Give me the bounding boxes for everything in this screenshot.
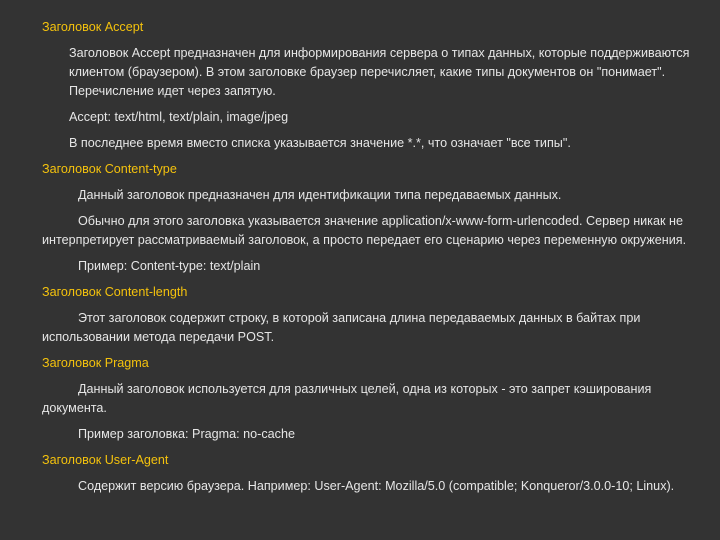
accept-paragraph-1: Заголовок Accept предназначен для информирования сервера о типах данных, которые поддерживаются клиентом (браузером). В этом заголовке браузер перечисляет, какие типы документов он "понимает". Перечисление идет через запятую. — [69, 46, 690, 98]
accept-paragraph-2: Accept: text/html, text/plain, image/jpeg — [69, 110, 289, 124]
content-type-paragraph-1: Данный заголовок предназначен для идентификации типа передаваемых данных. — [78, 188, 562, 202]
section-heading-content-length: Заголовок Content-length — [42, 285, 188, 299]
pragma-paragraph-1: Данный заголовок используется для различных целей, одна из которых - это запрет кэширования документа. — [42, 382, 652, 415]
user-agent-paragraph-1: Содержит версию браузера. Например: User-Agent: Mozilla/5.0 (compatible; Konqueror/3.0.0-10; Linux). — [78, 479, 675, 493]
slide-content — [42, 18, 692, 503]
section-heading-accept: Заголовок Accept — [42, 20, 144, 34]
section-heading-pragma: Заголовок Pragma — [42, 356, 149, 370]
pragma-paragraph-2: Пример заголовка: Pragma: no-cache — [78, 427, 295, 441]
section-heading-user-agent: Заголовок User-Agent — [42, 453, 169, 467]
content-length-paragraph-1: Этот заголовок содержит строку, в которой записана длина передаваемых данных в байтах при использовании метода передачи POST. — [42, 311, 641, 344]
content-type-paragraph-3: Пример: Content-type: text/plain — [78, 259, 261, 273]
accept-paragraph-3: В последнее время вместо списка указывается значение *.*, что означает "все типы". — [69, 136, 571, 150]
content-type-paragraph-2: Обычно для этого заголовка указывается значение application/x-www-form-urlencoded. Сервер никак не интерпретирует рассматриваемый заголовок, а просто передает его сценарию через переменную окружения. — [42, 214, 687, 247]
section-heading-content-type: Заголовок Content-type — [42, 162, 177, 176]
